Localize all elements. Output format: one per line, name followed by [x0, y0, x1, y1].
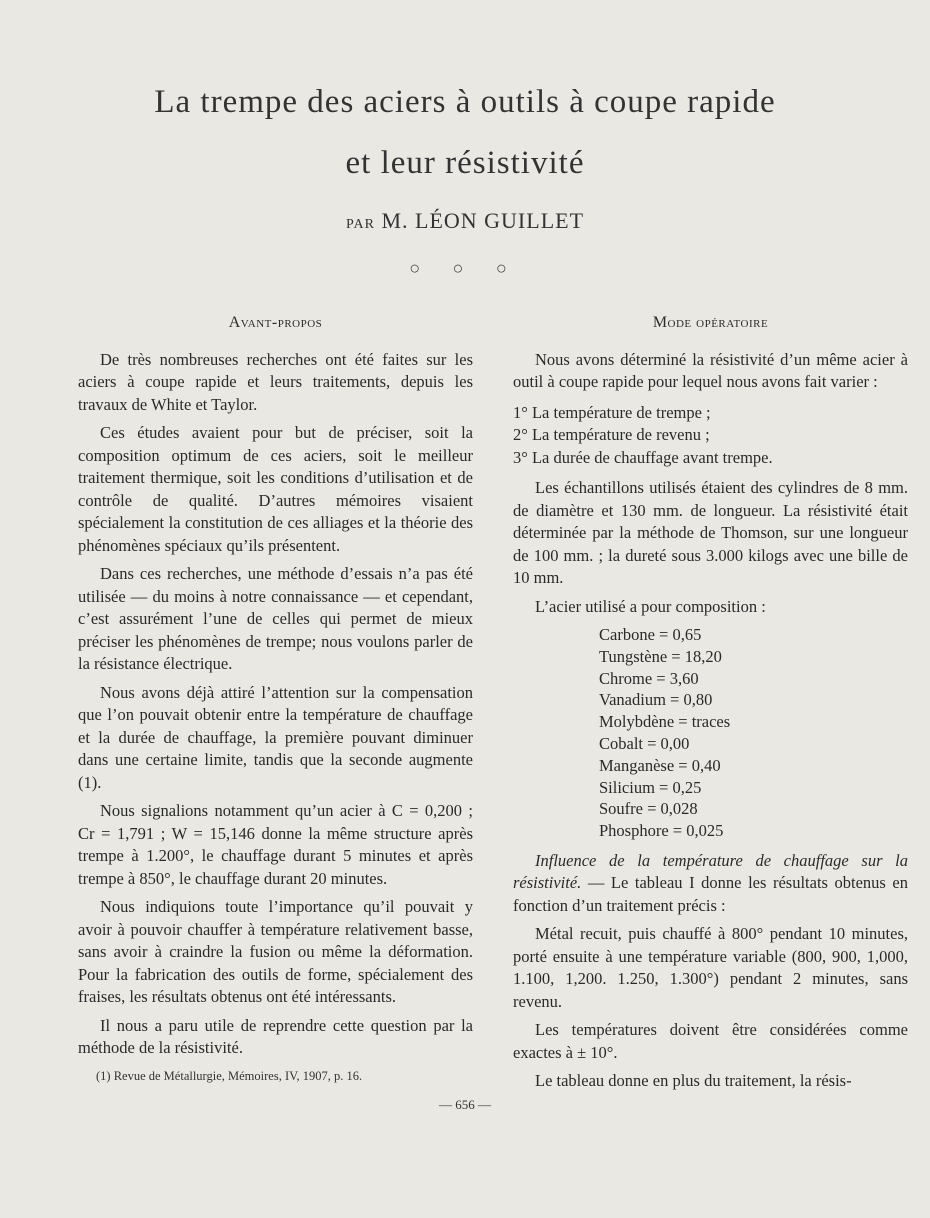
- section-heading-avant-propos: Avant-propos: [228, 314, 323, 331]
- section-heading-mode-operatoire: Mode opératoire: [652, 314, 769, 331]
- composition-item: Soufre = 0,028: [599, 799, 698, 819]
- left-column: [78, 312, 473, 1066]
- list-item: 2° La température de revenu ;: [513, 425, 710, 444]
- composition-item: Silicium = 0,25: [599, 777, 702, 797]
- paragraph: De très nombreuses recherches ont été faites sur les aciers à coupe rapide et leurs traitements, depuis les travaux de White et Taylor.: [78, 349, 473, 414]
- composition-item: Molybdène = traces: [599, 712, 731, 732]
- composition-item: Chrome = 3,60: [599, 668, 699, 688]
- paragraph: L’acier utilisé a pour composition :: [535, 596, 766, 616]
- paragraph: Les échantillons utilisés étaient des cylindres de 8 mm. de diamètre et 130 mm. de longueur. La résistivité était déterminée par la méthode de Thomson, sur une longueur de 100 mm. ; la dureté sous 3.000 kilogs avec une bille de 10 mm.: [513, 478, 908, 587]
- paragraph-rest: — Le tableau I donne les résultats obtenus en fonction d’un traitement précis :: [513, 873, 908, 915]
- list-item: 3° La durée de chauffage avant trempe.: [513, 447, 773, 467]
- paragraph: Nous avons déjà attiré l’attention sur la compensation que l’on pouvait obtenir entre la température de chauffage et la durée de chauffage, la première pouvant diminuer dans une certaine limite, tandis que la seconde augmente (1).: [78, 682, 473, 792]
- paragraph: Il nous a paru utile de reprendre cette question par la méthode de la résistivité.: [78, 1015, 473, 1057]
- byline: [0, 208, 930, 234]
- composition-list: [599, 624, 908, 842]
- article-title-line-2: et leur résistivité: [345, 145, 585, 181]
- byline-par: PAR: [345, 217, 375, 232]
- footnote: (1) Revue de Métallurgie, Mémoires, IV, 1907, p. 16.: [96, 1069, 363, 1083]
- paragraph: Les températures doivent être considérées comme exactes à ± 10°.: [513, 1020, 908, 1062]
- author-name: M. LÉON GUILLET: [381, 208, 585, 233]
- page-number: — 656 —: [439, 1097, 491, 1112]
- composition-item: Manganèse = 0,40: [599, 755, 721, 775]
- composition-item: Vanadium = 0,80: [599, 690, 713, 710]
- paragraph: Ces études avaient pour but de préciser, soit la composition optimum de ces aciers, soit le meilleur traitement thermique, soit les conditions d’utilisation et de contrôle de qualité. D’autres mémoires visaient spécialement la constitution de ces alliages et la théorie des phénomènes spéciaux qu’ils présentent.: [78, 423, 473, 555]
- italic-lead: Influence de la température de chauffage sur la résistivité.: [513, 850, 908, 893]
- paragraph: Nous avons déterminé la résistivité d’un même acier à outil à coupe rapide pour lequel nous avons fait varier :: [513, 349, 908, 391]
- paragraph: Nous signalions notamment qu’un acier à C = 0,200 ; Cr = 1,791 ; W = 15,146 donne la même structure après trempe à 1.200°, le chauffage durant 5 minutes et après trempe à 850°, le chauffage durant 20 minutes.: [78, 801, 473, 888]
- composition-item: Carbone = 0,65: [599, 625, 702, 644]
- composition-item: Cobalt = 0,00: [599, 733, 690, 753]
- article-title-line-1: La trempe des aciers à outils à coupe rapide: [154, 84, 776, 120]
- paragraph: [513, 850, 908, 918]
- ornament: ○ ○ ○: [409, 258, 521, 278]
- composition-item: Tungstène = 18,20: [599, 646, 722, 666]
- paragraph: Métal recuit, puis chauffé à 800° pendant 10 minutes, porté ensuite à une température variable (800, 900, 1,000, 1.100, 1,200. 1.250, 1.300°) pendant 2 minutes, sans revenu.: [513, 924, 908, 1011]
- list-item: 1° La température de trempe ;: [513, 402, 711, 422]
- paragraph: Dans ces recherches, une méthode d’essais n’a pas été utilisée — du moins à notre connaissance — et cependant, c’est assurément l’une de celles qui permet de mieux préciser les phénomènes de trempe; nous voulons parler de la résistance électrique.: [78, 564, 473, 673]
- composition-item: Phosphore = 0,025: [599, 821, 724, 841]
- paragraph: Nous indiquions toute l’importance qu’il pouvait y avoir à pouvoir chauffer à température relativement basse, sans avoir à craindre la fusion ou même la déformation. Pour la fabrication des outils de forme, spécialement des fraises, les résultats obtenus ont été intéressants.: [78, 897, 473, 1006]
- paragraph: Le tableau donne en plus du traitement, la résis-: [535, 1071, 852, 1091]
- right-column: [513, 312, 908, 1099]
- variable-list: [513, 402, 908, 470]
